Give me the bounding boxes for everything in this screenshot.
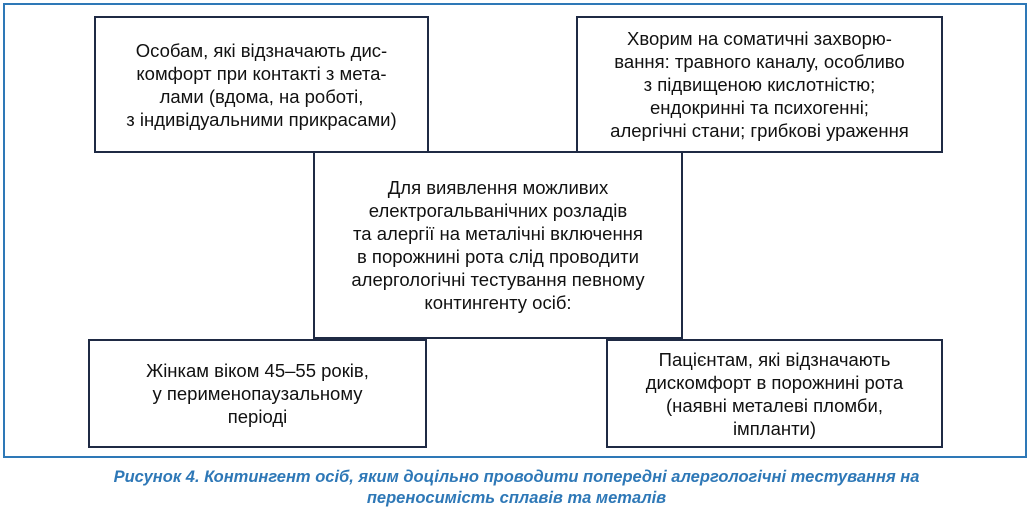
box-metal-discomfort-text: Особам, які відзначають дис- комфорт при контакті з мета- лами (вдома, на роботі, з індивідуальними прикрасами)	[126, 39, 397, 130]
box-women-45-55	[88, 339, 427, 448]
box-center-statement	[313, 151, 683, 339]
box-oral-discomfort	[606, 339, 943, 448]
box-oral-discomfort-text: Пацієнтам, які відзначають дискомфорт в порожнині рота (наявні металеві пломби, імпланти)	[645, 348, 904, 439]
box-women-45-55-text: Жінкам віком 45–55 років, у перименопаузальному періоді	[146, 360, 369, 427]
box-metal-discomfort	[94, 16, 429, 153]
box-somatic-patients-text: Хворим на соматичні захворю- вання: травного каналу, особливо з підвищеною кислотністю; ендокринні та психогенні; алергічні стани; грибкові ураження	[610, 28, 909, 141]
figure-caption: Рисунок 4. Контингент осіб, яким доцільно проводити попередні алергологічні тестування на переносимість сплавів та металів	[113, 468, 920, 507]
box-somatic-patients	[576, 16, 943, 153]
box-center-statement-text: Для виявлення можливих електрогальванічних розладів та алергії на металічні включення в порожнині рота слід проводити алергологічні тестування певному контингенту осіб:	[351, 177, 645, 313]
